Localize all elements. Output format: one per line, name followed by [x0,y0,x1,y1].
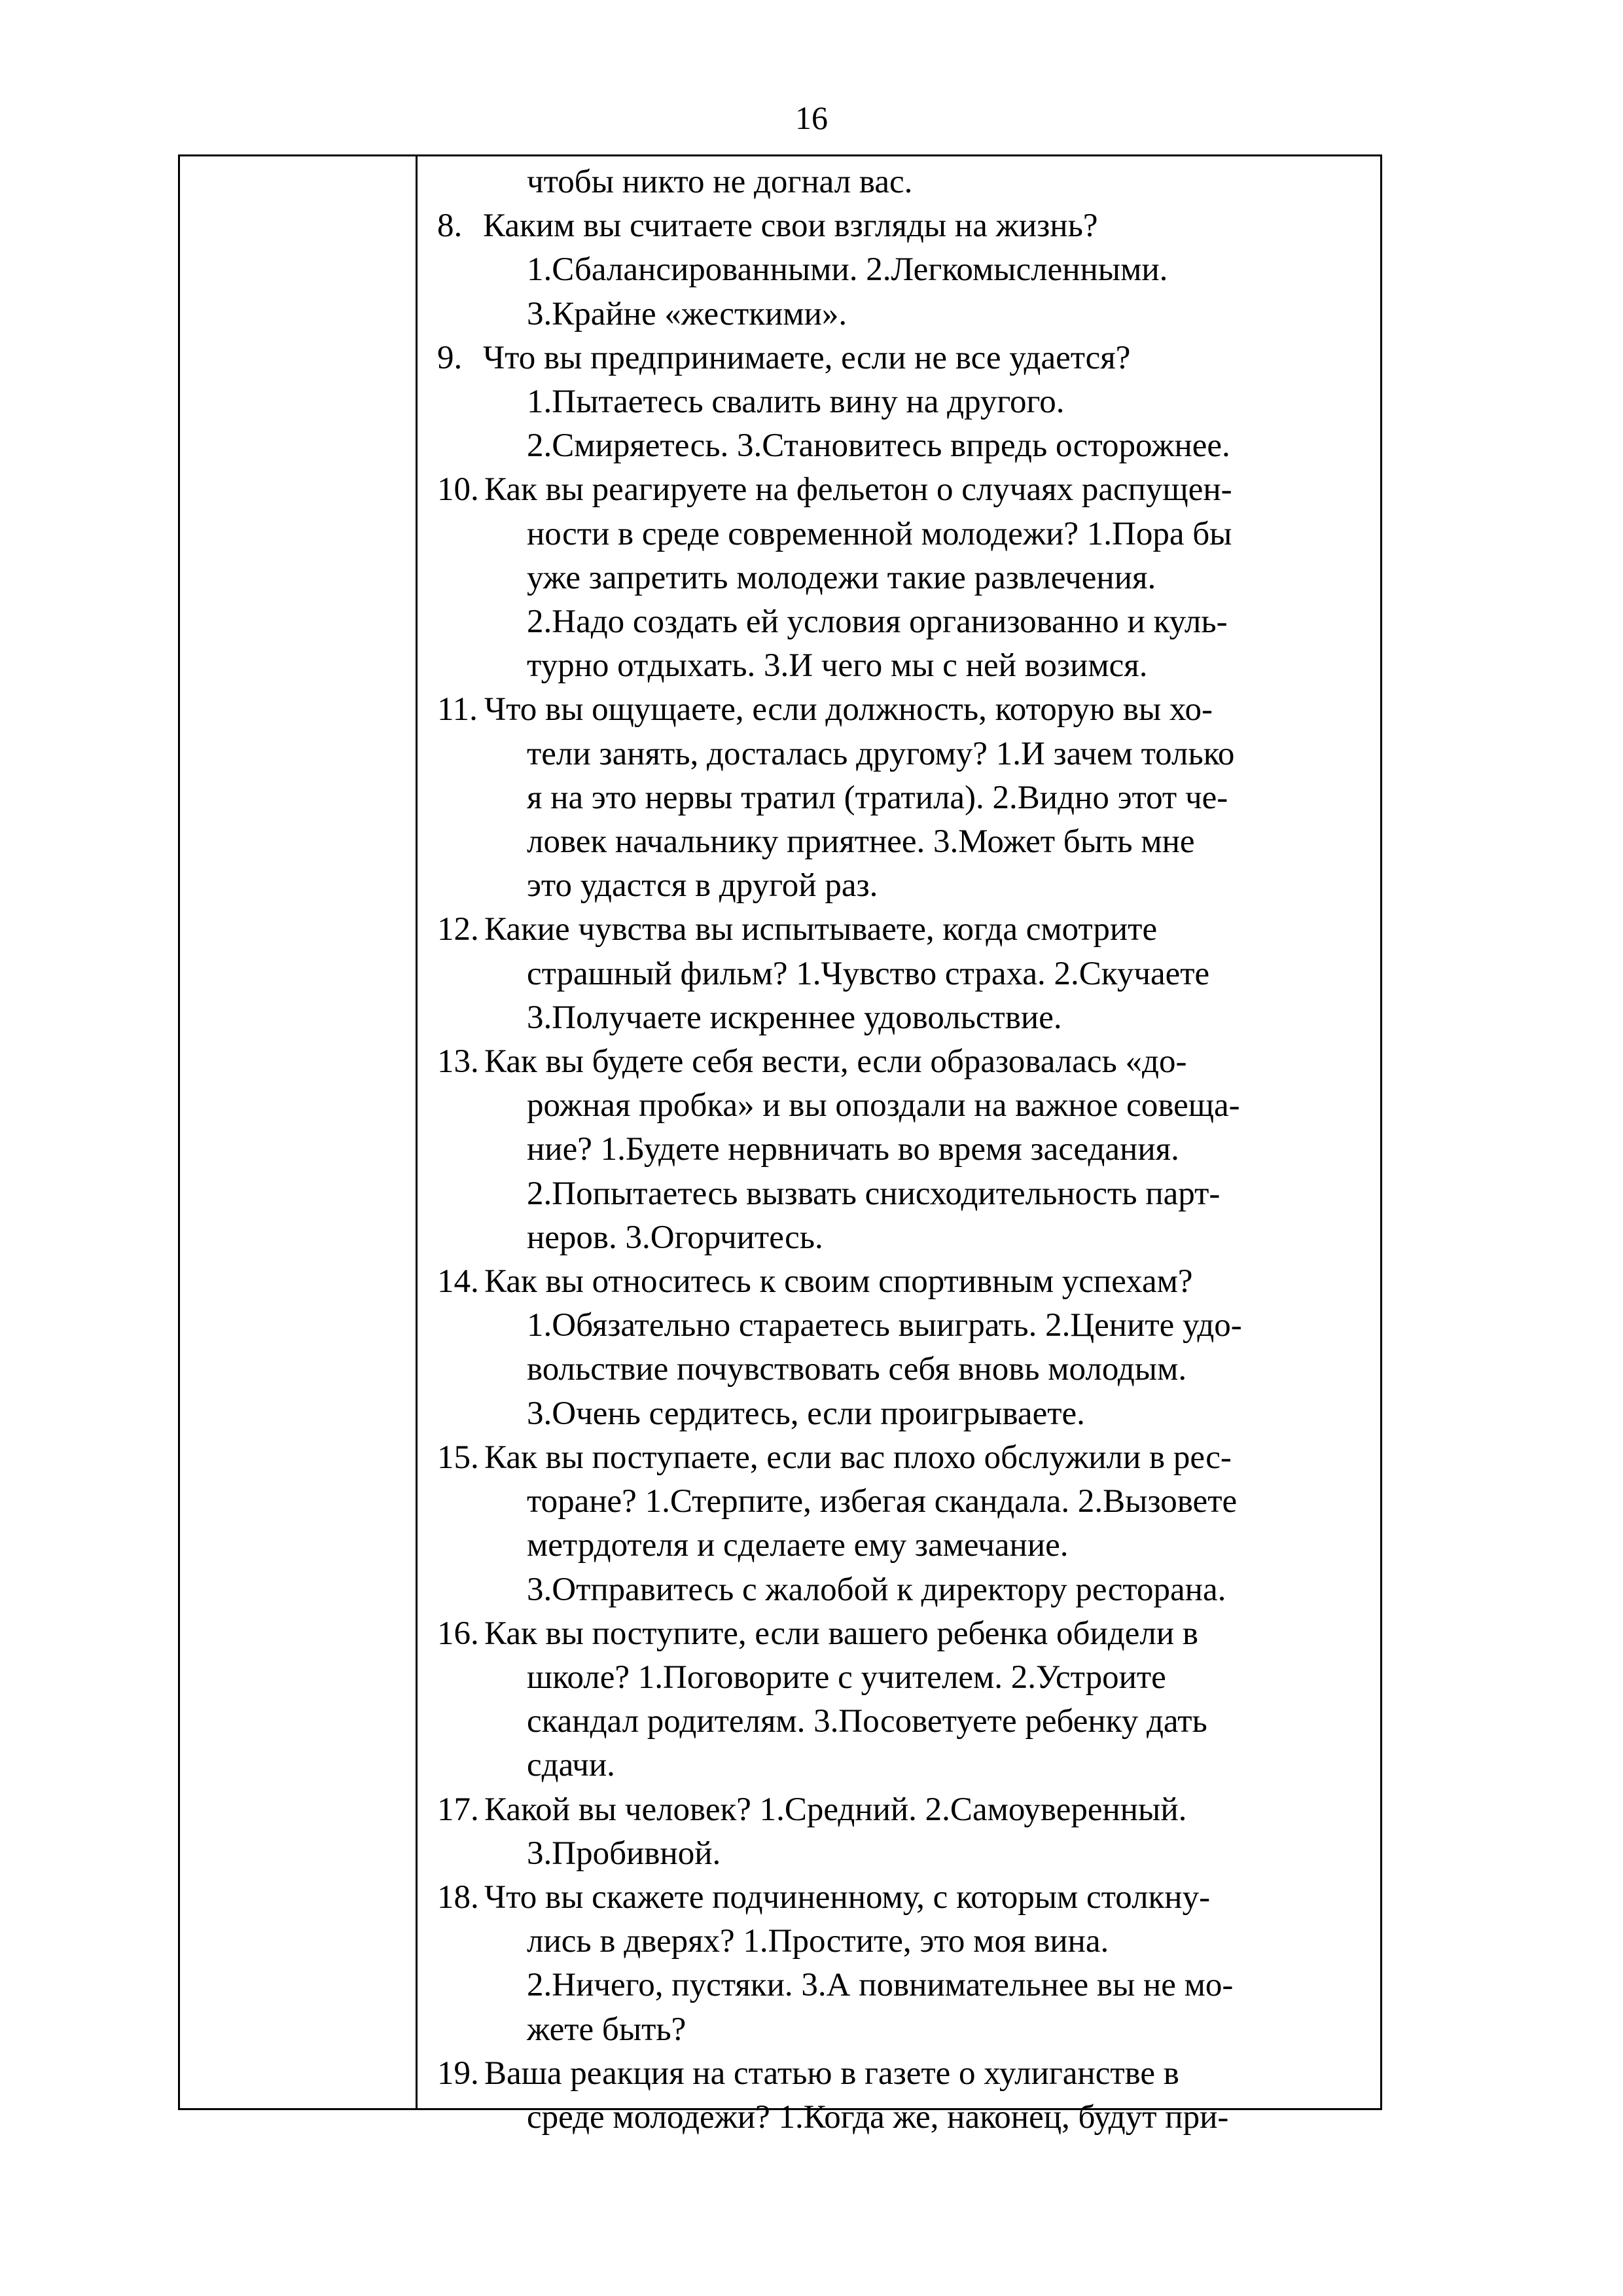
question-text: Как вы будете себя вести, если образовалась «до- [484,1043,1187,1081]
question-line: торане? 1.Стерпите, избегая скандала. 2.Вызовете [527,1483,1238,1520]
question-text: Как вы поступите, если вашего ребенка обидели в [484,1615,1198,1652]
question-line: 3.Получаете искреннее удовольствие. [527,999,1062,1036]
question-item [437,468,1370,688]
question-line: турно отдыхать. 3.И чего мы с ней возимся. [527,647,1148,685]
question-first-line [437,1788,1370,1832]
question-text: Какие чувства вы испытываете, когда смотрите [484,911,1158,948]
question-number: 9. [437,339,463,376]
question-first-line [437,468,1370,512]
question-first-line [437,1040,1370,1084]
question-number: 12. [437,911,479,948]
question-line: метрдотеля и сделаете ему замечание. [527,1527,1069,1564]
question-line: 2.Надо создать ей условия организованно и куль- [527,603,1228,641]
question-line: сдачи. [527,1747,615,1784]
question-number: 8. [437,207,463,245]
question-first-line [437,204,1370,248]
question-first-line [437,1260,1370,1304]
question-first-line [437,1612,1370,1656]
document-table [178,154,1382,2136]
question-line: ловек начальнику приятнее. 3.Может быть мне [527,823,1195,861]
question-line: 1.Сбалансированными. 2.Легкомысленными. [527,251,1168,289]
question-number: 13. [437,1043,479,1081]
question-text: Как вы относитесь к своим спортивным успехам? [484,1263,1193,1300]
question-line: 3.Очень сердитесь, если проигрываете. [527,1395,1085,1432]
question-list [437,160,1370,2140]
question-item [437,2052,1370,2140]
question-first-line [437,908,1370,952]
question-item [437,1436,1370,1612]
question-item [437,688,1370,908]
question-item [437,1788,1370,1876]
question-line: рожная пробка» и вы опоздали на важное совеща- [527,1087,1240,1124]
question-item [437,204,1370,336]
question-text: Как вы реагируете на фельетон о случаях распущен- [484,471,1232,509]
question-number: 10. [437,471,479,509]
question-line: 2.Попытаетесь вызвать снисходительность парт- [527,1175,1221,1212]
question-item [437,1040,1370,1260]
question-number: 18. [437,1878,479,1916]
question-line: ности в среде современной молодежи? 1.Пора бы [527,515,1232,552]
question-number: 14. [437,1263,479,1300]
page-number: 16 [795,99,828,136]
question-text: Как вы поступаете, если вас плохо обслужили в рес- [484,1439,1232,1476]
question-item [437,1260,1370,1436]
question-item [437,336,1370,469]
question-text: Что вы ощущаете, если должность, которую вы хо- [484,691,1213,728]
question-first-line [437,1876,1370,1920]
question-line: ние? 1.Будете нервничать во время заседания. [527,1131,1179,1168]
question-line: 1.Пытаетесь свалить вину на другого. [527,384,1065,421]
question-number: 19. [437,2054,479,2092]
intro-line: чтобы никто не догнал вас. [527,164,913,200]
question-number: 16. [437,1615,479,1652]
question-number: 11. [437,691,478,728]
question-item [437,1876,1370,2052]
question-line: вольствие почувствовать себя вновь молодым. [527,1351,1187,1388]
question-line: 1.Обязательно стараетесь выиграть. 2.Цените удо- [527,1307,1242,1344]
question-text: Что вы предпринимаете, если не все удается? [483,339,1131,376]
question-line: тели занять, досталась другому? 1.И зачем только [527,735,1235,772]
question-first-line [437,688,1370,732]
question-number: 15. [437,1439,479,1476]
question-line: 3.Пробивной. [527,1835,721,1872]
question-line: жете быть? [527,2011,687,2048]
question-item [437,908,1370,1040]
column-divider [416,156,418,2108]
question-line: уже запретить молодежи такие развлечения. [527,559,1156,596]
question-line: неров. 3.Огорчитесь. [527,1219,823,1256]
question-line: школе? 1.Поговорите с учителем. 2.Устроите [527,1659,1166,1696]
question-line: 3.Крайне «жесткими». [527,295,847,332]
question-first-line [437,2052,1370,2096]
question-line: 2.Смиряетесь. 3.Становитесь впредь осторожнее. [527,427,1230,465]
question-first-line [437,1436,1370,1480]
question-text: Каким вы считаете свои взгляды на жизнь? [483,207,1098,245]
question-line: 3.Отправитесь с жалобой к директору ресторана. [527,1571,1226,1608]
question-item [437,1612,1370,1788]
question-line: я на это нервы тратил (тратила). 2.Видно этот че- [527,779,1228,816]
question-line: лись в дверях? 1.Простите, это моя вина. [527,1923,1109,1960]
question-text: Какой вы человек? 1.Средний. 2.Самоуверенный. [484,1791,1187,1828]
question-line: страшный фильм? 1.Чувство страха. 2.Скучаете [527,955,1210,992]
question-line: 2.Ничего, пустяки. 3.А повнимательнее вы не мо- [527,1967,1234,2004]
question-line: среде молодежи? 1.Когда же, наконец, будут при- [527,2098,1229,2136]
question-text: Ваша реакция на статью в газете о хулиганстве в [484,2054,1179,2092]
question-line: это удастся в другой раз. [527,867,878,905]
question-text: Что вы скажете подчиненному, с которым столкну- [484,1878,1211,1916]
question-first-line [437,336,1370,380]
question-line: скандал родителям. 3.Посоветуете ребенку дать [527,1703,1207,1740]
question-number: 17. [437,1791,479,1828]
